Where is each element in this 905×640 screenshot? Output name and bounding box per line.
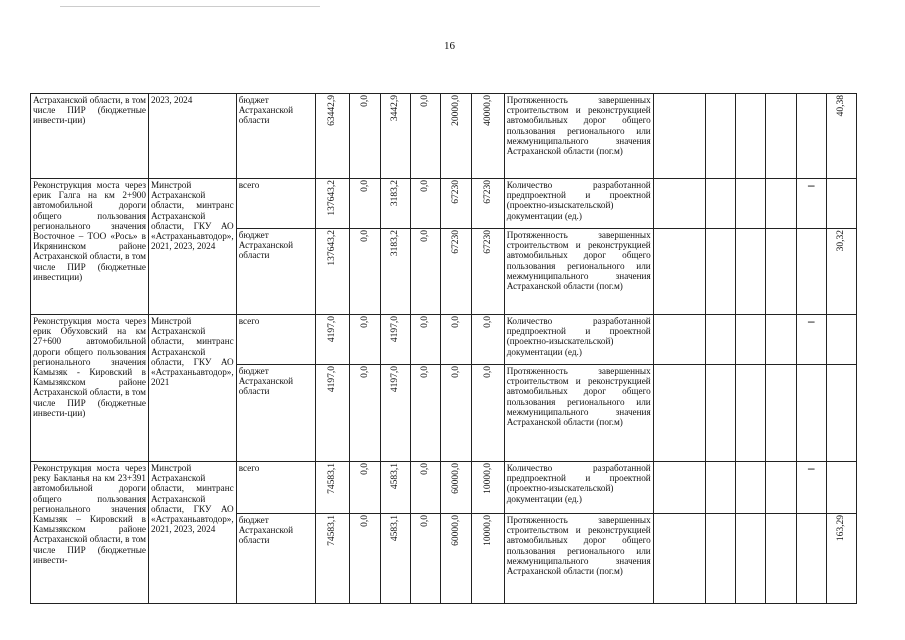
- empty-year-cell: [765, 514, 796, 604]
- amount-value: 0,0: [420, 180, 431, 192]
- amount-cell: [471, 462, 504, 514]
- amount-cell: [380, 315, 410, 365]
- amount-cell: [471, 179, 504, 229]
- empty-year-cell: [796, 462, 826, 514]
- amount-value: 40000,0: [482, 95, 493, 126]
- amount-cell: [349, 179, 380, 229]
- amount-value: 4197,0: [327, 316, 338, 343]
- indicator-cell: Протяженность завершенных строительством и реконструкцией автомобильных дорог общего пользования регионального или межмуниципального значения Астраханской области (пог.м): [504, 365, 653, 462]
- amount-cell: [440, 315, 471, 365]
- amount-value: 0,0: [359, 316, 370, 328]
- amount-value: 10000,0: [482, 463, 493, 494]
- empty-year-cell: [735, 514, 765, 604]
- amount-cell: [380, 365, 410, 462]
- amount-value: 137643,2: [327, 180, 338, 216]
- empty-year-cell: [653, 94, 705, 179]
- amount-value: 67230: [482, 180, 493, 204]
- amount-value: 4197,0: [327, 366, 338, 393]
- target-value-cell: [826, 179, 856, 229]
- amount-cell: [380, 229, 410, 315]
- amount-cell: [440, 462, 471, 514]
- indicator-cell: Протяженность завершенных строительством и реконструкцией автомобильных дорог общего пользования регионального или межмуниципального значения Астраханской области (пог.м): [504, 94, 653, 179]
- empty-year-cell: [653, 315, 705, 365]
- amount-cell: [471, 94, 504, 179]
- amount-cell: [440, 94, 471, 179]
- empty-year-cell: [735, 94, 765, 179]
- empty-year-cell: [735, 365, 765, 462]
- amount-cell: [471, 514, 504, 604]
- amount-value: 74583,1: [327, 463, 338, 494]
- funding-source-cell: всего: [236, 315, 315, 365]
- object-name-cell: Реконструкция моста через ерик Обуховский на км 27+600 автомобильной дороги общего пользования регионального значения Камызяк - Кировский в Камызякском районе Астраханской области, в том числе ПИР (бюджетные инвести-ции): [31, 315, 149, 462]
- amount-cell: [410, 315, 440, 365]
- funding-source-cell: бюджет Астраханской области: [236, 229, 315, 315]
- amount-value: 74583,1: [327, 515, 338, 546]
- funding-source-cell: всего: [236, 462, 315, 514]
- empty-year-cell: [705, 514, 735, 604]
- amount-cell: [410, 179, 440, 229]
- amount-cell: [471, 365, 504, 462]
- amount-value: 0,0: [482, 316, 493, 328]
- amount-value: 0,0: [359, 366, 370, 378]
- empty-year-cell: [796, 179, 826, 229]
- target-value-cell: [826, 462, 856, 514]
- funding-source-cell: бюджет Астраханской области: [236, 94, 315, 179]
- empty-year-cell: [653, 514, 705, 604]
- amount-cell: [380, 462, 410, 514]
- target-value: –: [807, 178, 815, 192]
- amount-cell: [349, 462, 380, 514]
- target-value: –: [807, 461, 815, 475]
- object-name-cell: Астраханской области, в том числе ПИР (бюджетные инвести-ции): [31, 94, 149, 179]
- amount-value: 0,0: [359, 180, 370, 192]
- amount-value: 0,0: [420, 366, 431, 378]
- funding-source-cell: всего: [236, 179, 315, 229]
- empty-year-cell: [653, 365, 705, 462]
- target-value-cell: [826, 315, 856, 365]
- object-name-cell: Реконструкция моста через реку Бакланья на км 23+391 автомобильной дороги общего пользования регионального значения Камызяк – Кировский в Камызякском районе Астраханской области, в том числе ПИР (бюджетные инвести-: [31, 462, 149, 604]
- indicator-cell: Протяженность завершенных строительством и реконструкцией автомобильных дорог общего пользования регионального или межмуниципального значения Астраханской области (пог.м): [504, 229, 653, 315]
- funding-source-cell: бюджет Астраханской области: [236, 365, 315, 462]
- empty-year-cell: [735, 179, 765, 229]
- amount-value: 3183,2: [390, 230, 401, 257]
- program-table: [30, 93, 857, 604]
- amount-value: 20000,0: [450, 95, 461, 126]
- amount-cell: [410, 514, 440, 604]
- target-value-cell: [826, 365, 856, 462]
- empty-year-cell: [796, 514, 826, 604]
- target-value: –: [807, 314, 815, 328]
- amount-value: 63442,9: [327, 95, 338, 126]
- executor-cell: Минстрой Астраханской области, минтранс Астраханской области, ГКУ АО «Астраханьавтодор», 2021, 2023, 2024: [149, 462, 237, 604]
- amount-cell: [471, 315, 504, 365]
- empty-year-cell: [705, 179, 735, 229]
- amount-value: 67230: [450, 230, 461, 254]
- amount-value: 0,0: [359, 95, 370, 107]
- empty-year-cell: [765, 94, 796, 179]
- empty-year-cell: [705, 315, 735, 365]
- empty-year-cell: [653, 179, 705, 229]
- amount-cell: [349, 514, 380, 604]
- empty-year-cell: [705, 462, 735, 514]
- amount-cell: [410, 365, 440, 462]
- amount-value: 0,0: [420, 230, 431, 242]
- empty-year-cell: [796, 365, 826, 462]
- amount-cell: [440, 514, 471, 604]
- empty-year-cell: [765, 462, 796, 514]
- amount-value: 60000,0: [450, 463, 461, 494]
- target-value-cell: [826, 94, 856, 179]
- amount-cell: [410, 229, 440, 315]
- amount-cell: [315, 94, 349, 179]
- table-row: [31, 94, 857, 179]
- funding-source-cell: бюджет Астраханской области: [236, 514, 315, 604]
- amount-value: 0,0: [482, 366, 493, 378]
- amount-cell: [349, 365, 380, 462]
- amount-value: 3442,9: [390, 95, 401, 122]
- amount-cell: [410, 462, 440, 514]
- empty-year-cell: [653, 462, 705, 514]
- object-name-cell: Реконструкция моста через ерик Галга на км 2+900 автомобильной дороги общего пользования регионального значения Восточное – ТОО «Рось» в Икрянинском районе Астраханской области, в том числе ПИР (бюджетные инвестиции): [31, 179, 149, 315]
- amount-value: 3183,2: [390, 180, 401, 207]
- amount-value: 0,0: [420, 463, 431, 475]
- amount-value: 4583,1: [390, 463, 401, 490]
- table-row: [31, 179, 857, 229]
- amount-value: 4583,1: [390, 515, 401, 542]
- amount-cell: [315, 315, 349, 365]
- target-value-cell: [826, 514, 856, 604]
- empty-year-cell: [735, 315, 765, 365]
- amount-value: 0,0: [450, 316, 461, 328]
- indicator-cell: Протяженность завершенных строительством и реконструкцией автомобильных дорог общего пользования регионального или межмуниципального значения Астраханской области (пог.м): [504, 514, 653, 604]
- amount-cell: [315, 462, 349, 514]
- scan-artifact-line: [60, 6, 320, 7]
- empty-year-cell: [765, 229, 796, 315]
- amount-cell: [349, 229, 380, 315]
- amount-cell: [380, 514, 410, 604]
- page-number: 16: [444, 40, 455, 52]
- empty-year-cell: [796, 315, 826, 365]
- amount-cell: [440, 365, 471, 462]
- empty-year-cell: [796, 229, 826, 315]
- amount-value: 0,0: [359, 515, 370, 527]
- amount-value: 4197,0: [390, 316, 401, 343]
- target-value: 163,29: [836, 515, 847, 542]
- indicator-cell: Количество разработанной предпроектной и проектной (проектно-изыскательской) документации (ед.): [504, 179, 653, 229]
- amount-value: 0,0: [420, 316, 431, 328]
- executor-cell: Минстрой Астраханской области, минтранс Астраханской области, ГКУ АО «Астраханьавтодор», 2021: [149, 315, 237, 462]
- amount-value: 0,0: [420, 95, 431, 107]
- empty-year-cell: [705, 365, 735, 462]
- amount-value: 0,0: [450, 366, 461, 378]
- amount-cell: [410, 94, 440, 179]
- empty-year-cell: [705, 94, 735, 179]
- amount-cell: [380, 94, 410, 179]
- executor-cell: Минстрой Астраханской области, минтранс Астраханской области, ГКУ АО «Астраханьавтодор», 2021, 2023, 2024: [149, 179, 237, 315]
- empty-year-cell: [765, 365, 796, 462]
- amount-cell: [349, 94, 380, 179]
- amount-value: 60000,0: [450, 515, 461, 546]
- amount-value: 4197,0: [390, 366, 401, 393]
- empty-year-cell: [735, 462, 765, 514]
- table-row: [31, 462, 857, 514]
- amount-value: 0,0: [420, 515, 431, 527]
- amount-cell: [440, 229, 471, 315]
- amount-cell: [315, 514, 349, 604]
- amount-value: 67230: [450, 180, 461, 204]
- empty-year-cell: [735, 229, 765, 315]
- amount-cell: [315, 365, 349, 462]
- amount-cell: [380, 179, 410, 229]
- indicator-cell: Количество разработанной предпроектной и проектной (проектно-изыскательской) документации (ед.): [504, 315, 653, 365]
- indicator-cell: Количество разработанной предпроектной и проектной (проектно-изыскательской) документации (ед.): [504, 462, 653, 514]
- amount-cell: [440, 179, 471, 229]
- amount-value: 137643,2: [327, 230, 338, 266]
- empty-year-cell: [653, 229, 705, 315]
- amount-value: 0,0: [359, 230, 370, 242]
- amount-cell: [315, 229, 349, 315]
- empty-year-cell: [765, 179, 796, 229]
- target-value: 30,32: [836, 230, 847, 252]
- target-value-cell: [826, 229, 856, 315]
- amount-cell: [315, 179, 349, 229]
- amount-cell: [349, 315, 380, 365]
- target-value: 40,38: [836, 95, 847, 117]
- empty-year-cell: [765, 315, 796, 365]
- amount-cell: [471, 229, 504, 315]
- table-row: [31, 315, 857, 365]
- executor-cell: 2023, 2024: [149, 94, 237, 179]
- amount-value: 10000,0: [482, 515, 493, 546]
- empty-year-cell: [796, 94, 826, 179]
- amount-value: 67230: [482, 230, 493, 254]
- amount-value: 0,0: [359, 463, 370, 475]
- empty-year-cell: [705, 229, 735, 315]
